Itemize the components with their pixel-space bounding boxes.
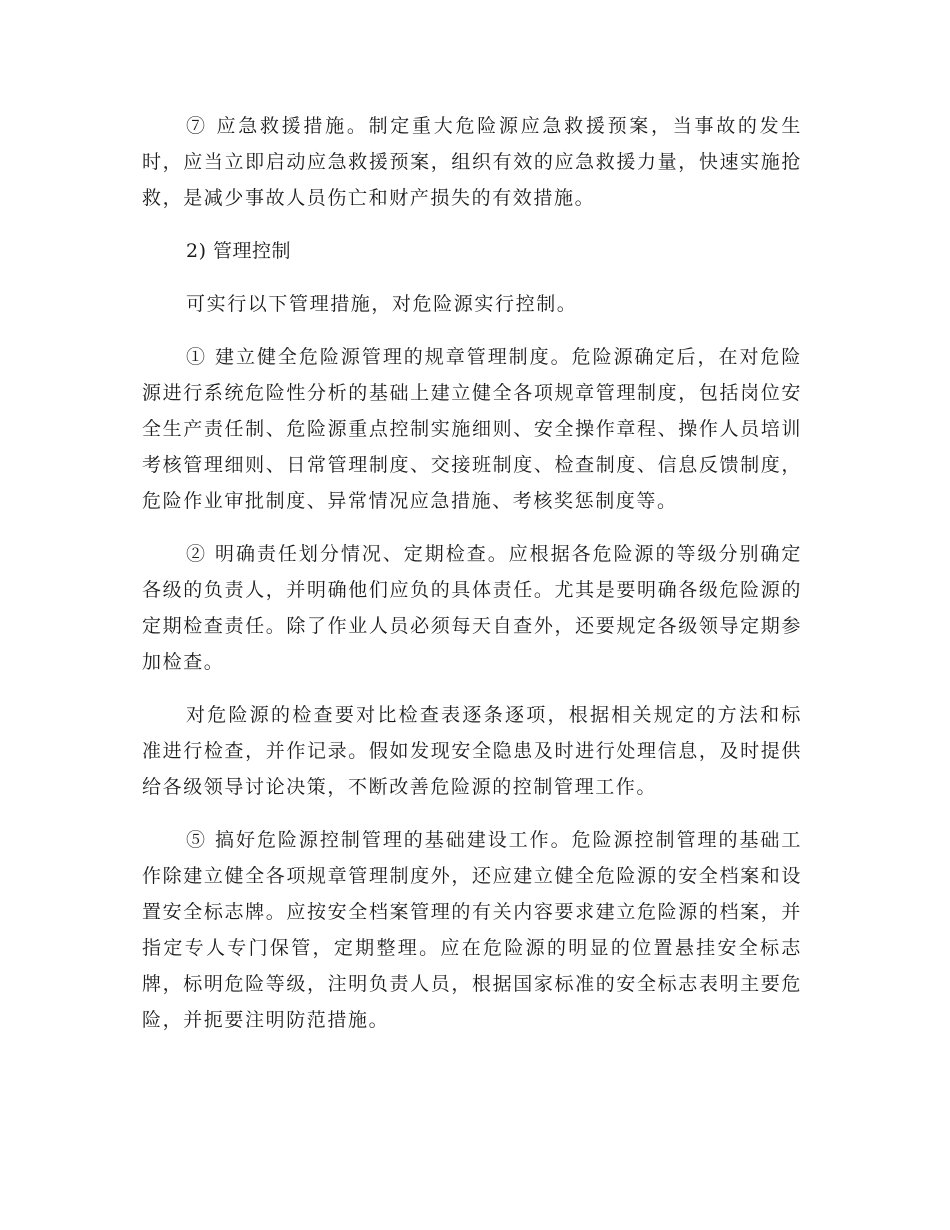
paragraph-foundation-work: ⑤ 搞好危险源控制管理的基础建设工作。危险源控制管理的基础工作除建立健全各项规章管理制度外，还应建立健全危险源的安全档案和设置安全标志牌。应按安全档案管理的有关内容要求建立危险源的档案，并指定专人专门保管，定期整理。应在危险源的明显的位置悬挂安全标志牌，标明危险等级，注明负责人员，根据国家标准的安全标志表明主要危险，并扼要注明防范措施。: [142, 829, 802, 1031]
document-page: [142, 108, 802, 1055]
paragraph-emergency-rescue: ⑦ 应急救援措施。制定重大危险源应急救援预案，当事故的发生时，应当立即启动应急救援预案，组织有效的应急救援力量，快速实施抢救，是减少事故人员伤亡和财产损失的有效措施。: [142, 115, 802, 209]
section-heading-management-control: 2) 管理控制: [186, 240, 292, 262]
paragraph-rules-system: ① 建立健全危险源管理的规章管理制度。危险源确定后，在对危险源进行系统危险性分析的基础上建立健全各项规章管理制度，包括岗位安全生产责任制、危险源重点控制实施细则、安全操作章程、操作人员培训考核管理细则、日常管理制度、交接班制度、检查制度、信息反馈制度，危险作业审批制度、异常情况应急措施、考核奖惩制度等。: [142, 346, 802, 512]
paragraph-inspection-method: 对危险源的检查要对比检查表逐条逐项，根据相关规定的方法和标准进行检查，并作记录。假如发现安全隐患及时进行处理信息，及时提供给各级领导讨论决策，不断改善危险源的控制管理工作。: [142, 704, 802, 798]
paragraph-responsibility-inspection: ② 明确责任划分情况、定期检查。应根据各危险源的等级分别确定各级的负责人，并明确他们应负的具体责任。尤其是要明确各级危险源的定期检查责任。除了作业人员必须每天自查外，还要规定各级领导定期参加检查。: [142, 543, 802, 673]
paragraph-management-intro: 可实行以下管理措施，对危险源实行控制。: [186, 293, 578, 315]
